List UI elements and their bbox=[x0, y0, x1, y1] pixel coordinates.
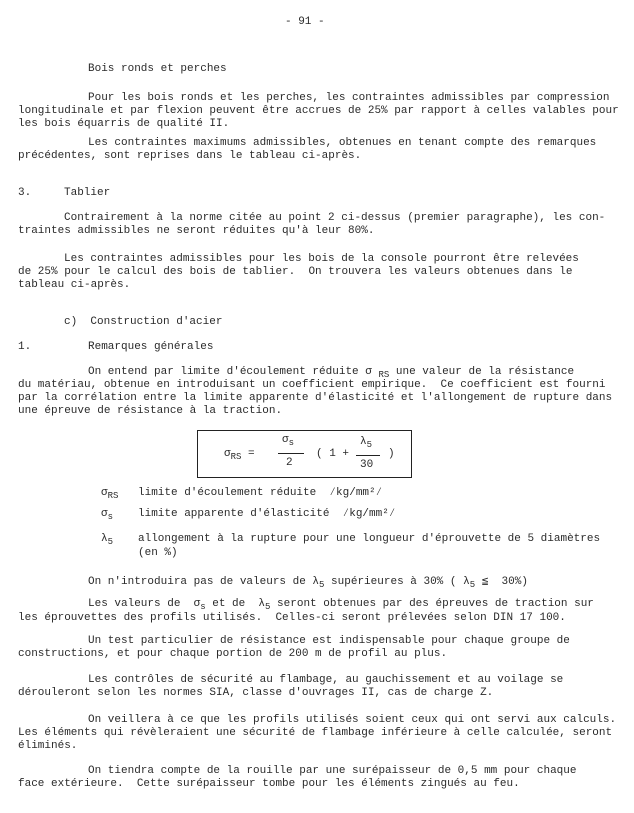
subscript: 5 bbox=[107, 537, 114, 547]
formula-paren-open: ( 1 + bbox=[316, 448, 350, 460]
text-line: Un test particulier de résistance est indispensable pour chaque groupe de bbox=[88, 635, 570, 647]
text-line: par la corrélation entre la limite apparente d'élasticité et l'allongement de rupture dans bbox=[18, 392, 613, 404]
definition-symbol bbox=[101, 508, 113, 520]
sigma: σ bbox=[101, 487, 108, 499]
text-line: dérouleront selon les normes SIA, classe d'ouvrages II, cas de charge Z. bbox=[18, 687, 494, 699]
text-line: Les éléments qui révèleraient une sécurité de flambage inférieure à celle calculée, seront bbox=[18, 727, 613, 739]
formula-lhs bbox=[224, 448, 255, 460]
text: une valeur de la résistance bbox=[389, 366, 575, 378]
text: et de λ bbox=[205, 598, 266, 610]
subscript: s bbox=[200, 602, 206, 612]
text-line: Contrairement à la norme citée au point 2 ci-dessus (premier paragraphe), les con- bbox=[64, 212, 606, 224]
text: Les valeurs de σ bbox=[88, 598, 201, 610]
lambda: λ bbox=[101, 533, 108, 545]
text-line: une épreuve de résistance à la traction. bbox=[18, 405, 283, 417]
text: seront obtenues par des épreuves de traction sur bbox=[270, 598, 594, 610]
text-line: Pour les bois ronds et les perches, les contraintes admissibles par compression bbox=[88, 92, 610, 104]
text-line: traintes admissibles ne seront réduites qu'à leur 80%. bbox=[18, 225, 375, 237]
text-line: On veillera à ce que les profils utilisés soient ceux qui ont servi aux calculs. bbox=[88, 714, 617, 726]
text-line: Les contrôles de sécurité au flambage, au gauchissement et au voilage se bbox=[88, 674, 564, 686]
text-line: précédentes, sont reprises dans le tableau ci-après. bbox=[18, 150, 362, 162]
sigma: σ bbox=[224, 448, 231, 460]
definition-text: limite apparente d'élasticité ⁄kg/mm²⁄ bbox=[138, 508, 396, 520]
text: On n'introduira pas de valeurs de λ bbox=[88, 576, 320, 588]
formula-paren-close: ) bbox=[388, 448, 395, 460]
fraction-bar bbox=[356, 455, 380, 456]
lambda: λ bbox=[360, 436, 367, 448]
text-line: face extérieure. Cette surépaisseur tombe pour les éléments zingués au feu. bbox=[18, 778, 520, 790]
text-line bbox=[88, 598, 594, 610]
section-number: 3. bbox=[18, 187, 32, 199]
definition-symbol bbox=[101, 533, 113, 545]
page-number: - 91 - bbox=[285, 16, 325, 28]
heading-bois-ronds: Bois ronds et perches bbox=[88, 63, 227, 75]
subscript: RS bbox=[230, 452, 242, 462]
subscript: s bbox=[288, 438, 295, 448]
formula-lambda bbox=[360, 436, 372, 448]
text-line bbox=[88, 576, 528, 588]
subscript: 5 bbox=[319, 580, 325, 590]
text-line: constructions, et pour chaque portion de 200 m de profil au plus. bbox=[18, 648, 448, 660]
text: supérieures à 30% ( λ bbox=[324, 576, 470, 588]
sigma: σ bbox=[101, 508, 108, 520]
text-line: du matériau, obtenue en introduisant un coefficient empirique. Ce coefficient est fourni bbox=[18, 379, 606, 391]
text: On entend par limite d'écoulement réduite σ bbox=[88, 366, 379, 378]
text-line: longitudinale et par flexion peuvent être accrues de 25% par rapport à celles valables pour bbox=[18, 105, 619, 117]
subscript: RS bbox=[378, 370, 390, 380]
subscript: 5 bbox=[265, 602, 271, 612]
heading-construction-acier: c) Construction d'acier bbox=[64, 316, 223, 328]
subscript: RS bbox=[107, 491, 119, 501]
definition-symbol bbox=[101, 487, 118, 499]
formula-box bbox=[197, 430, 412, 478]
subscript: 5 bbox=[366, 440, 373, 450]
formula-lambda-den: 30 bbox=[360, 459, 374, 471]
text-line: de 25% pour le calcul des bois de tablier. On trouvera les valeurs obtenues dans le bbox=[18, 266, 573, 278]
text-line: les bois équarris de qualité II. bbox=[18, 118, 230, 130]
equals: = bbox=[248, 448, 255, 460]
text-line: Les contraintes maximums admissibles, obtenues en tenant compte des remarques bbox=[88, 137, 597, 149]
fraction-bar bbox=[278, 453, 304, 454]
text-line: On tiendra compte de la rouille par une surépaisseur de 0,5 mm pour chaque bbox=[88, 765, 577, 777]
text: ≦ 30%) bbox=[475, 576, 528, 588]
heading-remarques: Remarques générales bbox=[88, 341, 214, 353]
text-line bbox=[88, 366, 574, 378]
sigma: σ bbox=[282, 434, 289, 446]
definition-text: allongement à la rupture pour une longueur d'éprouvette de 5 diamètres bbox=[138, 533, 601, 545]
formula-numerator bbox=[282, 434, 294, 446]
subscript: s bbox=[107, 512, 114, 522]
heading-tablier: Tablier bbox=[64, 187, 111, 199]
text-line: éliminés. bbox=[18, 740, 78, 752]
text-line: Les contraintes admissibles pour les bois de la console pourront être relevées bbox=[64, 253, 579, 265]
formula-denominator: 2 bbox=[286, 457, 293, 469]
definition-text: (en %) bbox=[138, 547, 178, 559]
text-line: les éprouvettes des profils utilisés. Celles-ci seront prélevées selon DIN 17 100. bbox=[18, 612, 566, 624]
subscript: 5 bbox=[469, 580, 476, 590]
section-number: 1. bbox=[18, 341, 32, 353]
definition-text: limite d'écoulement réduite ⁄kg/mm²⁄ bbox=[138, 487, 383, 499]
text-line: tableau ci-après. bbox=[18, 279, 131, 291]
